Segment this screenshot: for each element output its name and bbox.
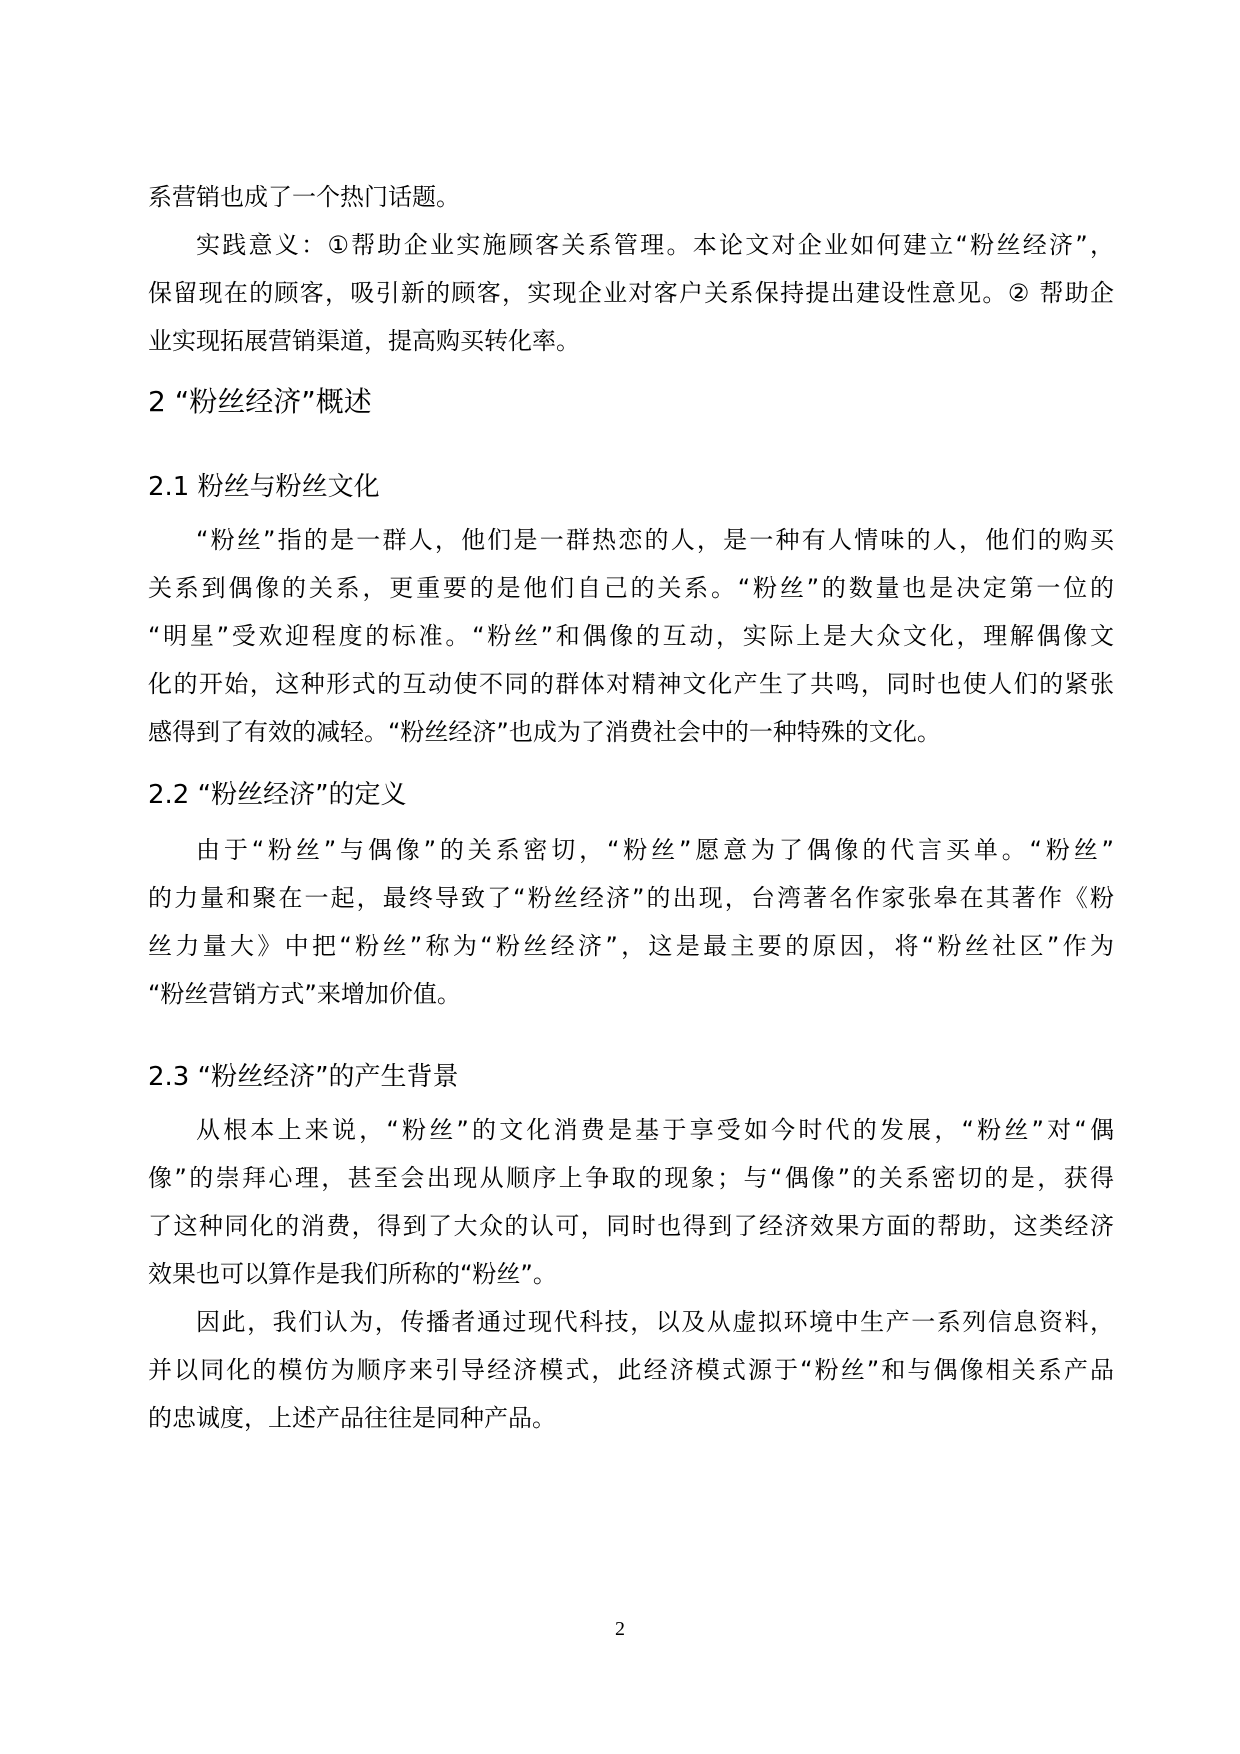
text-line: 丝力量大》中把“粉丝”称为“粉丝经济”，这是最主要的原因，将“粉丝社区”作为 bbox=[148, 932, 1114, 960]
text-line: 化的开始，这种形式的互动使不同的群体对精神文化产生了共鸣，同时也使人们的紧张 bbox=[148, 670, 1114, 698]
text-line: 业实现拓展营销渠道，提高购买转化率。 bbox=[148, 327, 580, 355]
section-2-3-body bbox=[148, 1106, 1114, 1442]
section-heading-2-3: 2.3 “粉丝经济”的产生背景 bbox=[148, 1062, 459, 1092]
text-line: 效果也可以算作是我们所称的“粉丝”。 bbox=[148, 1260, 557, 1288]
section-heading-2-2: 2.2 “粉丝经济”的定义 bbox=[148, 780, 407, 810]
page-number: 2 bbox=[615, 1618, 625, 1640]
text-line: 由于“粉丝”与偶像”的关系密切，“粉丝”愿意为了偶像的代言买单。“粉丝” bbox=[196, 836, 1114, 864]
text-line: 关系到偶像的关系，更重要的是他们自己的关系。“粉丝”的数量也是决定第一位的 bbox=[148, 574, 1114, 602]
text-line: 的忠诚度，上述产品往往是同种产品。 bbox=[148, 1404, 556, 1432]
text-line: 了这种同化的消费，得到了大众的认可，同时也得到了经济效果方面的帮助，这类经济 bbox=[148, 1212, 1114, 1240]
paragraph bbox=[148, 1106, 1114, 1298]
paragraph bbox=[148, 826, 1114, 1018]
section-heading-2-1: 2.1 粉丝与粉丝文化 bbox=[148, 472, 380, 502]
text-line: 因此，我们认为，传播者通过现代科技，以及从虚拟环境中生产一系列信息资料， bbox=[196, 1308, 1114, 1336]
text-line: 保留现在的顾客，吸引新的顾客，实现企业对客户关系保持提出建设性意见。② 帮助企 bbox=[148, 279, 1114, 307]
text-line: 实践意义：①帮助企业实施顾客关系管理。本论文对企业如何建立“粉丝经济”， bbox=[196, 231, 1114, 259]
text-line: 感得到了有效的减轻。“粉丝经济”也成为了消费社会中的一种特殊的文化。 bbox=[148, 718, 941, 746]
paragraph bbox=[148, 221, 1114, 365]
text-line: 像”的崇拜心理，甚至会出现从顺序上争取的现象；与“偶像”的关系密切的是，获得 bbox=[148, 1164, 1114, 1192]
text-line: 并以同化的模仿为顺序来引导经济模式，此经济模式源于“粉丝”和与偶像相关系产品 bbox=[148, 1356, 1114, 1384]
text-line: 系营销也成了一个热门话题。 bbox=[148, 183, 460, 211]
section-heading-2: 2 “粉丝经济”概述 bbox=[148, 385, 372, 418]
text-line: 的力量和聚在一起，最终导致了“粉丝经济”的出现，台湾著名作家张皋在其著作《粉 bbox=[148, 884, 1114, 912]
paragraph bbox=[148, 173, 1114, 221]
text-line: “粉丝”指的是一群人，他们是一群热恋的人，是一种有人情味的人，他们的购买 bbox=[196, 526, 1114, 554]
intro-section bbox=[148, 173, 1114, 365]
paragraph bbox=[148, 1298, 1114, 1442]
text-line: “明星”受欢迎程度的标准。“粉丝”和偶像的互动，实际上是大众文化，理解偶像文 bbox=[148, 622, 1114, 650]
text-line: 从根本上来说，“粉丝”的文化消费是基于享受如今时代的发展，“粉丝”对“偶 bbox=[196, 1116, 1114, 1144]
paragraph bbox=[148, 516, 1114, 756]
text-line: “粉丝营销方式”来增加价值。 bbox=[148, 980, 461, 1008]
